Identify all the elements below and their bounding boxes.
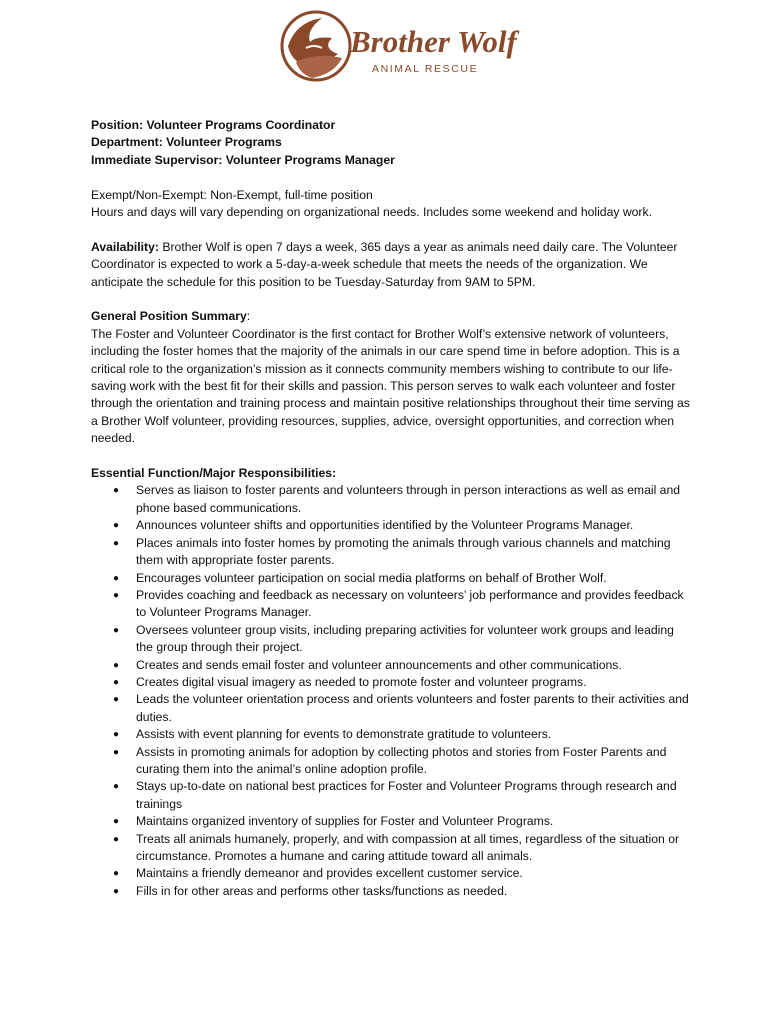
bullet-icon: ● [113,868,120,880]
list-item-text: Creates digital visual imagery as needed to promote foster and volunteer programs. [136,674,587,689]
availability-section [91,239,691,291]
list-item-text: Fills in for other areas and performs other tasks/functions as needed. [136,883,508,898]
bullet-icon: ● [113,729,120,741]
list-item-text: Assists with event planning for events to demonstrate gratitude to volunteers. [136,727,552,742]
bullet-icon: ● [113,746,120,758]
department-line: Department: Volunteer Programs [91,135,282,150]
list-item [91,674,691,691]
job-description [91,117,691,900]
list-item [91,482,691,517]
bullet-icon: ● [113,520,120,532]
list-item-text: Maintains organized inventory of supplies for Foster and Volunteer Programs. [136,814,554,829]
list-item-text: Treats all animals humanely, properly, and with compassion at all times, regardless of the situation or circumstance. Promotes a humane and caring attitude toward all animals. [136,831,680,863]
list-item-text: Creates and sends email foster and volunteer announcements and other communications. [136,657,622,672]
bullet-icon: ● [113,537,120,549]
bullet-icon: ● [113,816,120,828]
bullet-icon: ● [113,624,120,636]
bullet-icon: ● [113,885,120,897]
summary-colon: : [246,309,251,324]
list-item-text: Stays up-to-date on national best practices for Foster and Volunteer Programs through research and trainings [136,779,677,811]
summary-label: General Position Summary [91,309,247,324]
exempt-status: Exempt/Non-Exempt: Non-Exempt, full-time position [91,187,373,202]
list-item-text: Encourages volunteer participation on social media platforms on behalf of Brother Wolf. [136,570,607,585]
hours-note: Hours and days will vary depending on organizational needs. Includes some weekend and holiday work. [91,205,652,220]
list-item [91,865,691,882]
list-item [91,778,691,813]
list-item [91,622,691,657]
list-item [91,587,691,622]
bullet-icon: ● [113,485,120,497]
list-item [91,517,691,534]
list-item-text: Places animals into foster homes by promoting the animals through various channels and matching them with appropriate foster parents. [136,535,671,568]
list-item [91,570,691,587]
summary-heading [91,308,691,325]
availability-text: Brother Wolf is open 7 days a week, 365 days a year as animals need daily care. The Volunteer Coordinator is expected to work a 5-day-a-week schedule that meets the needs of the organization. We anticipate the schedule for this position to be Tuesday-Saturday from 9AM to 5PM. [91,239,678,289]
list-item [91,535,691,570]
logo-wordmark: Brother Wolf [350,24,517,59]
list-item-text: Serves as liaison to foster parents and volunteers through in person interactions as well as email and phone based communications. [136,483,680,515]
list-item [91,831,691,866]
list-item [91,726,691,743]
wolf-emblem-icon [276,8,517,84]
bullet-icon: ● [113,659,120,671]
list-item-text: Announces volunteer shifts and opportunities identified by the Volunteer Programs Manager. [136,518,634,533]
list-item [91,657,691,674]
list-item-text: Assists in promoting animals for adoption by collecting photos and stories from Foster Parents and curating them into the animal’s online adoption profile. [136,744,667,776]
logo-tagline: ANIMAL RESCUE [372,63,479,75]
list-item-text: Maintains a friendly demeanor and provides excellent customer service. [136,866,523,881]
list-item-text: Leads the volunteer orientation process and orients volunteers and foster parents to their activities and duties. [136,692,689,724]
availability-label: Availability: [91,239,159,254]
supervisor-line: Immediate Supervisor: Volunteer Programs Manager [91,152,395,167]
responsibilities-list [91,482,691,900]
bullet-icon: ● [113,676,120,688]
brother-wolf-logo [276,8,517,84]
bullet-icon: ● [113,781,120,793]
bullet-icon: ● [113,694,120,706]
list-item-text: Provides coaching and feedback as necessary on volunteers’ job performance and provides feedback to Volunteer Programs Manager. [136,587,684,620]
position-line: Position: Volunteer Programs Coordinator [91,118,336,132]
list-item [91,691,691,726]
list-item [91,744,691,779]
list-item [91,883,691,900]
bullet-icon: ● [113,833,120,845]
list-item-text: Oversees volunteer group visits, including preparing activities for volunteer work groups and leading the group through their project. [136,622,674,655]
bullet-icon: ● [113,589,120,601]
summary-text: The Foster and Volunteer Coordinator is the first contact for Brother Wolf’s extensive network of volunteers, including the foster homes that the majority of the animals in our care spend time in before adoption. This is a critical role to the organization’s mission as it connects community members wishing to contribute to our life-saving work with the best fit for their skills and passion. This person serves to walk each volunteer and foster through the orientation and training process and maintain positive relationships throughout their time serving as a Brother Wolf volunteer, providing resources, supplies, advice, oversight opportunities, and correction when needed. [91,326,690,446]
list-item [91,813,691,830]
responsibilities-heading: Essential Function/Major Responsibilities: [91,466,337,481]
bullet-icon: ● [113,572,120,584]
